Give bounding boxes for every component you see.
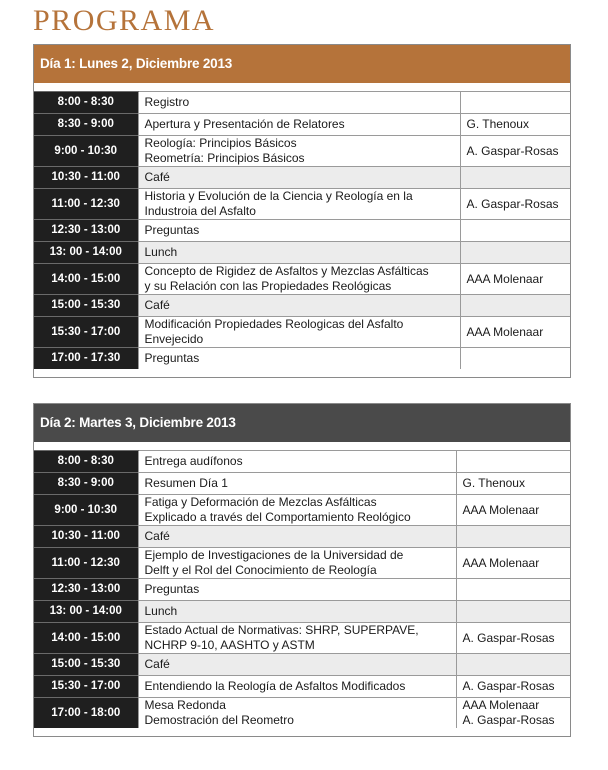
speaker-name: AAA Molenaar xyxy=(466,271,544,286)
session-title xyxy=(138,136,460,167)
session-title-line: Reología: Principios Básicos xyxy=(144,136,297,150)
schedule-row xyxy=(34,623,570,654)
speaker xyxy=(456,623,570,654)
schedule-row xyxy=(34,114,570,136)
schedule-row xyxy=(34,451,570,473)
time-slot: 13: 00 - 14:00 xyxy=(34,242,138,264)
day-2-header: Día 2: Martes 3, Diciembre 2013 xyxy=(34,404,570,442)
day-1-header: Día 1: Lunes 2, Diciembre 2013 xyxy=(34,45,570,83)
session-title xyxy=(138,698,456,729)
session-title xyxy=(138,601,456,623)
time-slot: 13: 00 - 14:00 xyxy=(34,601,138,623)
schedule-row xyxy=(34,548,570,579)
schedule-row xyxy=(34,654,570,676)
session-title xyxy=(138,264,460,295)
session-title-line: Mesa Redonda xyxy=(144,698,226,712)
speaker xyxy=(460,348,570,370)
session-title xyxy=(138,579,456,601)
speaker xyxy=(460,220,570,242)
session-title xyxy=(138,676,456,698)
session-title-line: Explicado a través del Comportamiento Reológico xyxy=(144,510,411,524)
schedule-row xyxy=(34,495,570,526)
time-slot: 15:30 - 17:00 xyxy=(34,317,138,348)
speaker-name: A. Gaspar-Rosas xyxy=(462,679,555,693)
session-title-line: Resumen Día 1 xyxy=(144,476,228,490)
speaker xyxy=(460,264,570,295)
speaker-name: AAA Molenaar xyxy=(462,555,540,570)
time-slot: 15:00 - 15:30 xyxy=(34,654,138,676)
schedule-row xyxy=(34,136,570,167)
schedule-row xyxy=(34,242,570,264)
speaker xyxy=(456,548,570,579)
speaker xyxy=(460,167,570,189)
speaker-name: A. Gaspar-Rosas xyxy=(466,143,559,158)
time-slot: 12:30 - 13:00 xyxy=(34,220,138,242)
speaker-name: G. Thenoux xyxy=(466,117,529,131)
day-2-schedule xyxy=(33,403,571,737)
session-title xyxy=(138,92,460,114)
session-title xyxy=(138,189,460,220)
speaker-name: AAA Molenaar xyxy=(462,502,540,517)
time-slot: 15:30 - 17:00 xyxy=(34,676,138,698)
speaker xyxy=(456,526,570,548)
day-1-table xyxy=(34,91,570,369)
speaker xyxy=(460,317,570,348)
time-slot: 9:00 - 10:30 xyxy=(34,495,138,526)
session-title-line: NCHRP 9-10, AASHTO y ASTM xyxy=(144,638,315,652)
session-title xyxy=(138,526,456,548)
session-title-line: Fatiga y Deformación de Mezclas Asfálticas xyxy=(144,495,377,509)
speaker xyxy=(460,295,570,317)
schedule-row xyxy=(34,189,570,220)
session-title-line: Demostración del Reometro xyxy=(144,713,294,727)
session-title xyxy=(138,451,456,473)
session-title-line: Café xyxy=(144,170,170,184)
speaker-name: AAA Molenaar xyxy=(466,324,544,339)
session-title-line: Café xyxy=(144,657,170,671)
speaker xyxy=(456,601,570,623)
speaker xyxy=(456,473,570,495)
session-title xyxy=(138,114,460,136)
session-title-line: Estado Actual de Normativas: SHRP, SUPERPAVE, xyxy=(144,623,419,637)
time-slot: 17:00 - 17:30 xyxy=(34,348,138,370)
speaker xyxy=(456,698,570,729)
schedule-row xyxy=(34,348,570,370)
time-slot: 8:30 - 9:00 xyxy=(34,114,138,136)
time-slot: 8:00 - 8:30 xyxy=(34,451,138,473)
time-slot: 15:00 - 15:30 xyxy=(34,295,138,317)
speaker-name: AAA Molenaar xyxy=(462,698,540,712)
speaker-name: A. Gaspar-Rosas xyxy=(462,630,555,645)
speaker xyxy=(456,495,570,526)
time-slot: 10:30 - 11:00 xyxy=(34,167,138,189)
session-title-line: Concepto de Rigidez de Asfaltos y Mezclas Asfálticas xyxy=(144,264,429,278)
session-title-line: Envejecido xyxy=(144,332,204,346)
schedule-row xyxy=(34,317,570,348)
schedule-row xyxy=(34,473,570,495)
session-title-line: Preguntas xyxy=(144,582,200,596)
session-title xyxy=(138,473,456,495)
day-2-table xyxy=(34,450,570,728)
schedule-row xyxy=(34,295,570,317)
session-title-line: Entendiendo la Reología de Asfaltos Modificados xyxy=(144,679,406,693)
time-slot: 10:30 - 11:00 xyxy=(34,526,138,548)
time-slot: 14:00 - 15:00 xyxy=(34,264,138,295)
session-title-line: Café xyxy=(144,298,170,312)
schedule-row xyxy=(34,220,570,242)
time-slot: 9:00 - 10:30 xyxy=(34,136,138,167)
session-title-line: Ejemplo de Investigaciones de la Universidad de xyxy=(144,548,404,562)
session-title-line: y su Relación con las Propiedades Reológicas xyxy=(144,279,392,293)
session-title-line: Industroia del Asfalto xyxy=(144,204,256,218)
session-title xyxy=(138,348,460,370)
time-slot: 17:00 - 18:00 xyxy=(34,698,138,729)
speaker xyxy=(460,114,570,136)
session-title xyxy=(138,495,456,526)
session-title-line: Registro xyxy=(144,95,190,109)
speaker-name: G. Thenoux xyxy=(462,476,525,490)
day-1-schedule xyxy=(33,44,571,378)
schedule-row xyxy=(34,92,570,114)
schedule-row xyxy=(34,264,570,295)
schedule-row xyxy=(34,579,570,601)
session-title-line: Preguntas xyxy=(144,223,200,237)
speaker xyxy=(456,579,570,601)
session-title-line: Reometría: Principios Básicos xyxy=(144,151,305,165)
session-title-line: Apertura y Presentación de Relatores xyxy=(144,117,345,131)
session-title xyxy=(138,167,460,189)
time-slot: 12:30 - 13:00 xyxy=(34,579,138,601)
session-title-line: Entrega audífonos xyxy=(144,454,243,468)
time-slot: 8:00 - 8:30 xyxy=(34,92,138,114)
session-title xyxy=(138,623,456,654)
schedule-row xyxy=(34,601,570,623)
time-slot: 14:00 - 15:00 xyxy=(34,623,138,654)
time-slot: 11:00 - 12:30 xyxy=(34,189,138,220)
session-title-line: Lunch xyxy=(144,604,178,618)
time-slot: 11:00 - 12:30 xyxy=(34,548,138,579)
session-title xyxy=(138,654,456,676)
session-title-line: Café xyxy=(144,529,170,543)
session-title-line: Preguntas xyxy=(144,351,200,365)
session-title xyxy=(138,242,460,264)
schedule-row xyxy=(34,698,570,729)
session-title xyxy=(138,220,460,242)
speaker xyxy=(460,136,570,167)
speaker-name: A. Gaspar-Rosas xyxy=(466,196,559,211)
speaker xyxy=(456,451,570,473)
schedule-row xyxy=(34,526,570,548)
session-title-line: Delft y el Rol del Conocimiento de Reología xyxy=(144,563,377,577)
session-title-line: Modificación Propiedades Reologicas del Asfalto xyxy=(144,317,404,331)
page-title: PROGRAMA xyxy=(33,4,216,37)
speaker-name: A. Gaspar-Rosas xyxy=(462,713,555,727)
session-title xyxy=(138,548,456,579)
speaker xyxy=(460,189,570,220)
schedule-row xyxy=(34,676,570,698)
speaker xyxy=(456,676,570,698)
schedule-row xyxy=(34,167,570,189)
speaker xyxy=(456,654,570,676)
session-title-line: Lunch xyxy=(144,245,178,259)
speaker xyxy=(460,92,570,114)
time-slot: 8:30 - 9:00 xyxy=(34,473,138,495)
session-title-line: Historia y Evolución de la Ciencia y Reología en la xyxy=(144,189,413,203)
speaker xyxy=(460,242,570,264)
session-title xyxy=(138,317,460,348)
session-title xyxy=(138,295,460,317)
